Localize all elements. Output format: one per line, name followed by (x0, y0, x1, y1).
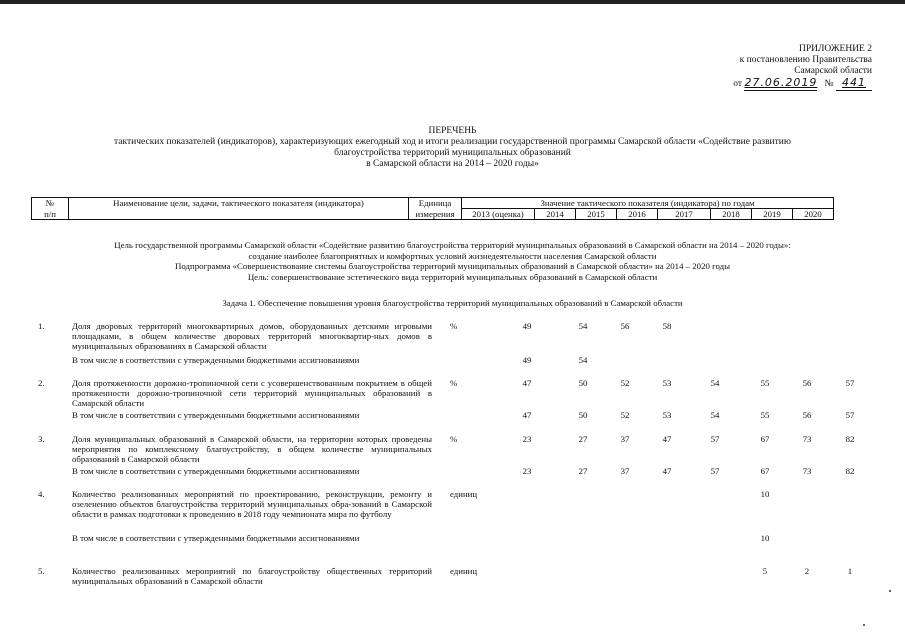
value-cell: 73 (802, 466, 812, 476)
document-heading (0, 126, 905, 170)
row-number: 3. (38, 434, 45, 444)
year-header: 2019 (752, 209, 793, 220)
appendix-region: Самарской области (794, 66, 872, 76)
value-cell: 5 (762, 566, 768, 576)
value-cell: 27 (578, 434, 588, 444)
value-cell: 54 (710, 410, 720, 420)
indicator-unit: % (450, 434, 458, 444)
subprogram-goal: Цель: совершенствование эстетического вида территорий муниципальных образований в Самарской области (247, 271, 658, 282)
budget-subrow-label: В том числе в соответствии с утвержденными бюджетными ассигнованиями (72, 466, 360, 476)
year-header: 2018 (711, 209, 752, 220)
year-header: 2015 (576, 209, 617, 220)
value-cell: 53 (662, 378, 672, 388)
indicator-name: Доля протяженности дорожно-тропиночной сети с усовершенствованным покрытием в общей протяженности дорожно-тропиночной сети территорий муниципальных образований в Самарской области (72, 378, 432, 408)
indicator-unit: единиц (450, 566, 478, 576)
value-cell: 57 (845, 410, 855, 420)
task-1: Задача 1. Обеспечение повышения уровня благоустройства территорий муниципальных образований в Самарской области (222, 298, 683, 308)
budget-subrow-label: В том числе в соответствии с утвержденными бюджетными ассигнованиями (72, 533, 360, 543)
budget-subrow-label: В том числе в соответствии с утвержденными бюджетными ассигнованиями (72, 410, 360, 420)
value-cell: 1 (847, 566, 853, 576)
scan-speck (863, 624, 865, 626)
row-number: 4. (38, 489, 45, 499)
value-cell: 67 (760, 434, 770, 444)
value-cell: 82 (845, 434, 855, 444)
value-cell: 37 (620, 434, 630, 444)
indicator-unit: % (450, 378, 458, 388)
value-cell: 57 (845, 378, 855, 388)
appendix-resolution: к постановлению Правительства (739, 55, 872, 65)
col-unit-top: Единица (409, 198, 462, 209)
value-cell: 54 (578, 355, 588, 365)
value-cell: 47 (662, 466, 672, 476)
row-number: 2. (38, 378, 45, 388)
goal-line-1: Цель государственной программы Самарской области «Содействие развитию благоустройства территорий муниципальных образований в Самарской области на 2014 – 2020 годы»: (114, 240, 791, 250)
indicator-unit: % (450, 321, 458, 331)
budget-subrow-label: В том числе в соответствии с утвержденными бюджетными ассигнованиями (72, 355, 360, 365)
year-header: 2020 (793, 209, 834, 220)
goal-line-2: создание наиболее благоприятных и комфортных условий жизнедеятельности населения Самарской области (248, 250, 657, 261)
value-cell: 56 (802, 410, 812, 420)
value-cell: 27 (578, 466, 588, 476)
col-values-caption: Значение тактического показателя (индикатора) по годам (462, 198, 834, 209)
value-cell: 67 (760, 466, 770, 476)
indicator-name: Доля дворовых территорий многоквартирных домов, оборудованных детскими игровыми площадками, в общем количестве дворовых территорий многоквартир-ных домов в муниципальных образованиях в Самарской области (72, 321, 432, 351)
value-cell: 57 (710, 466, 720, 476)
subprogram-line: Подпрограмма «Совершенствование системы благоустройства территорий муниципальных образований в Самарской области» на 2014 – 2020 годы (175, 261, 730, 271)
value-cell: 82 (845, 466, 855, 476)
value-cell: 49 (522, 321, 532, 331)
year-header: 2016 (617, 209, 658, 220)
value-cell: 56 (620, 321, 630, 331)
col-num-top: № (32, 198, 69, 209)
heading-title: ПЕРЕЧЕНЬ (428, 126, 477, 136)
value-cell: 10 (760, 489, 770, 499)
value-cell: 52 (620, 378, 630, 388)
page-top-border (0, 0, 905, 4)
year-header: 2013 (оценка) (462, 209, 535, 220)
row-number: 1. (38, 321, 45, 331)
heading-line-1: тактических показателей (индикаторов), характеризующих ежегодный ход и итоги реализации государственной программы Самарской области «Содействие развитию (114, 137, 791, 147)
value-cell: 23 (522, 434, 532, 444)
value-cell: 37 (620, 466, 630, 476)
col-name: Наименование цели, задачи, тактического показателя (индикатора) (69, 198, 409, 220)
row-number: 5. (38, 566, 45, 576)
table-header (31, 197, 834, 220)
heading-line-2: благоустройства территорий муниципальных образований (334, 148, 571, 158)
value-cell: 47 (522, 410, 532, 420)
value-cell: 53 (662, 410, 672, 420)
value-cell: 54 (710, 378, 720, 388)
value-cell: 58 (662, 321, 672, 331)
value-cell: 56 (802, 378, 812, 388)
indicator-name: Количество реализованных мероприятий по проектированию, реконструкции, ремонту и озеленению объектов благоустройства территорий муниципальных обра-зований в Самарской области в рамках подготовки к проведению в 2018 году чемпионата мира по футболу (72, 489, 432, 519)
handwritten-date: 27.06.2019 (744, 76, 818, 89)
heading-line-3: в Самарской области на 2014 – 2020 годы» (366, 159, 539, 169)
indicator-name: Доля муниципальных образований в Самарской области, на территории которых проведены мероприятия по комплексному благоустройству, в общем количестве муниципальных образований в Самарской области (72, 434, 432, 464)
value-cell: 50 (578, 378, 588, 388)
value-cell: 54 (578, 321, 588, 331)
value-cell: 47 (662, 434, 672, 444)
col-num-bottom: п/п (32, 209, 69, 220)
value-cell: 52 (620, 410, 630, 420)
value-cell: 50 (578, 410, 588, 420)
scan-speck (889, 590, 891, 592)
appendix-title: ПРИЛОЖЕНИЕ 2 (798, 44, 872, 54)
value-cell: 57 (710, 434, 720, 444)
handwritten-number: 441 (842, 76, 866, 89)
number-label: № (824, 79, 834, 89)
value-cell: 2 (804, 566, 810, 576)
value-cell: 55 (760, 378, 770, 388)
program-goal (0, 240, 905, 282)
col-unit-bottom: измерения (409, 209, 462, 220)
indicator-name: Количество реализованных мероприятий по благоустройству общественных территорий муниципальных образований в Самарской области (72, 566, 432, 586)
value-cell: 73 (802, 434, 812, 444)
year-header: 2014 (535, 209, 576, 220)
value-cell: 23 (522, 466, 532, 476)
year-header: 2017 (658, 209, 711, 220)
from-label: от (733, 79, 743, 89)
value-cell: 49 (522, 355, 532, 365)
appendix-date-line (652, 77, 872, 91)
appendix-block (652, 44, 872, 91)
value-cell: 10 (760, 533, 770, 543)
value-cell: 55 (760, 410, 770, 420)
value-cell: 47 (522, 378, 532, 388)
indicator-unit: единиц (450, 489, 478, 499)
